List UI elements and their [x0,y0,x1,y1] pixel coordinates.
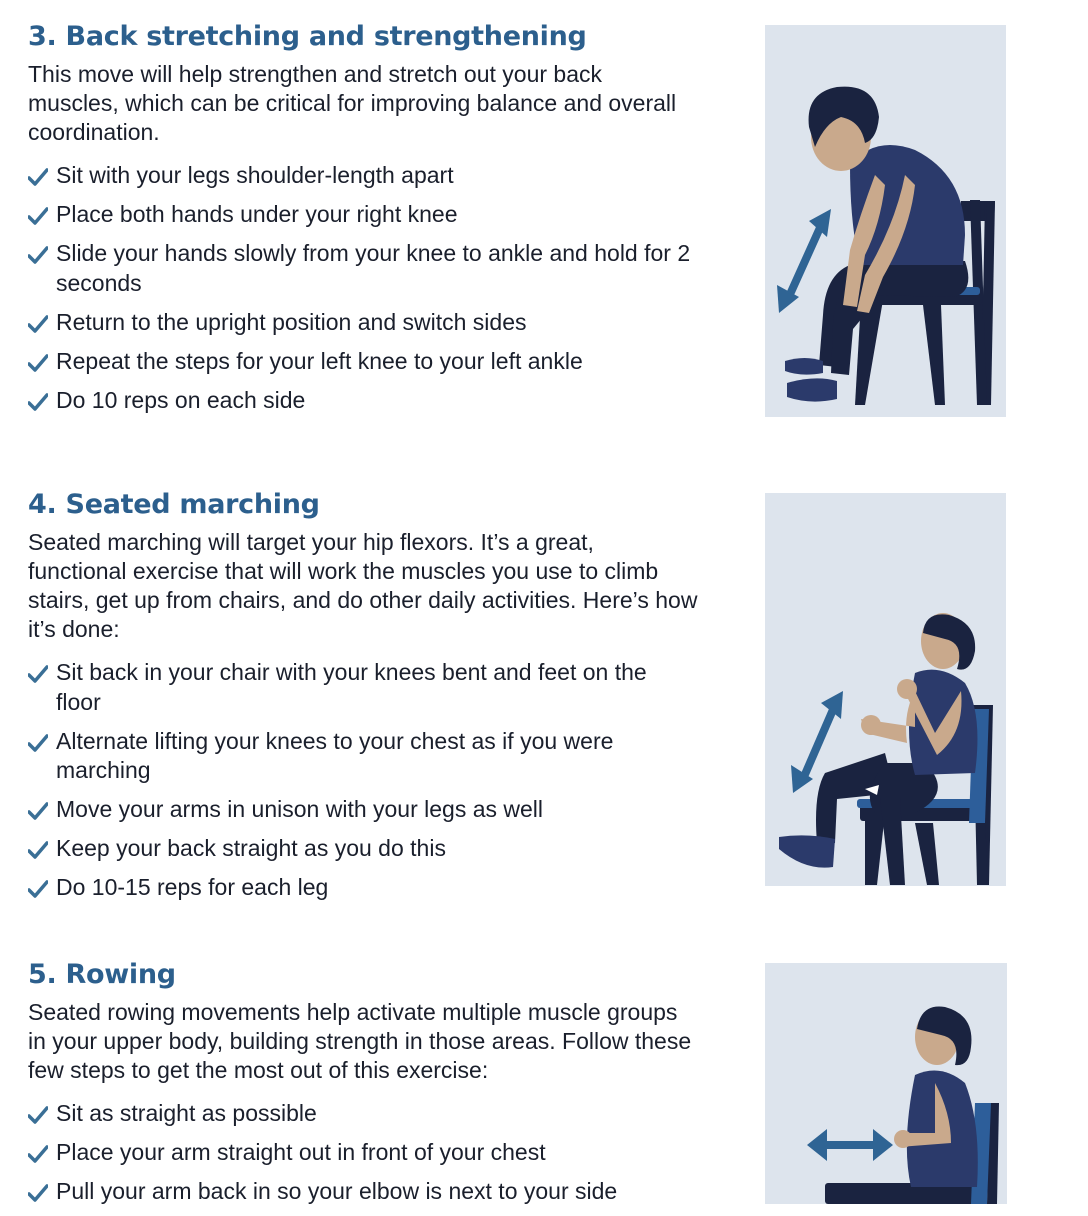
double-arrow-icon [777,209,831,313]
back-stretch-illustration [765,25,1006,417]
step-text: Keep your back straight as you do this [56,835,446,861]
list-item [28,834,696,864]
steps-list [28,1099,728,1207]
list-item [28,308,696,338]
checkmark-icon [28,168,48,186]
step-text: Place both hands under your right knee [56,201,458,227]
list-item [28,347,696,377]
steps-list [28,161,728,415]
section-intro: This move will help strengthen and stretch out your back muscles, which can be critical for improving balance and overall coordination. [28,61,677,145]
checkmark-icon [28,354,48,372]
section-seated-marching [28,488,728,912]
step-text: Pull your arm back in so your elbow is next to your side [56,1178,618,1204]
list-item [28,1177,696,1207]
double-arrow-icon [807,1129,893,1161]
checkmark-icon [28,841,48,859]
section-back-stretching [28,20,728,425]
checkmark-icon [28,802,48,820]
section-title: 3. Back stretching and strengthening [28,21,587,52]
list-item [28,1099,696,1129]
checkmark-icon [28,880,48,898]
list-item [28,727,696,786]
list-item [28,161,696,191]
section-title: 4. Seated marching [28,489,320,520]
checkmark-icon [28,1145,48,1163]
checkmark-icon [28,315,48,333]
rowing-illustration [765,963,1007,1204]
step-text: Sit back in your chair with your knees bent and feet on the floor [56,659,647,715]
checkmark-icon [28,1106,48,1124]
checkmark-icon [28,393,48,411]
step-text: Place your arm straight out in front of your chest [56,1139,546,1165]
checkmark-icon [28,665,48,683]
checkmark-icon [28,207,48,225]
seated-marching-illustration [765,493,1006,886]
step-text: Return to the upright position and switch sides [56,308,527,335]
section-intro: Seated rowing movements help activate multiple muscle groups in your upper body, building strength in those areas. Follow these few steps to get the most out of this exercise: [28,999,692,1083]
section-rowing [28,958,728,1216]
list-item [28,658,696,717]
step-text: Move your arms in unison with your legs as well [56,796,544,822]
step-text: Repeat the steps for your left knee to your left ankle [56,347,583,374]
list-item [28,386,696,416]
step-text: Do 10-15 reps for each leg [56,874,329,900]
list-item [28,873,696,903]
step-text: Sit as straight as possible [56,1100,317,1126]
list-item [28,1138,696,1168]
list-item [28,200,696,230]
checkmark-icon [28,246,48,264]
checkmark-icon [28,734,48,752]
steps-list [28,658,728,903]
checkmark-icon [28,1184,48,1202]
step-text: Sit with your legs shoulder-length apart [56,162,454,188]
step-text: Do 10 reps on each side [56,386,306,413]
step-text: Alternate lifting your knees to your chest as if you were marching [56,727,614,783]
section-title: 5. Rowing [28,959,176,990]
step-text: Slide your hands slowly from your knee to ankle and hold for 2 seconds [56,240,691,296]
list-item [28,239,696,298]
section-intro: Seated marching will target your hip flexors. It’s a great, functional exercise that will work the muscles you use to climb stairs, get up from chairs, and do other daily activities. Here’s how it’s done: [28,529,698,642]
list-item [28,795,696,825]
